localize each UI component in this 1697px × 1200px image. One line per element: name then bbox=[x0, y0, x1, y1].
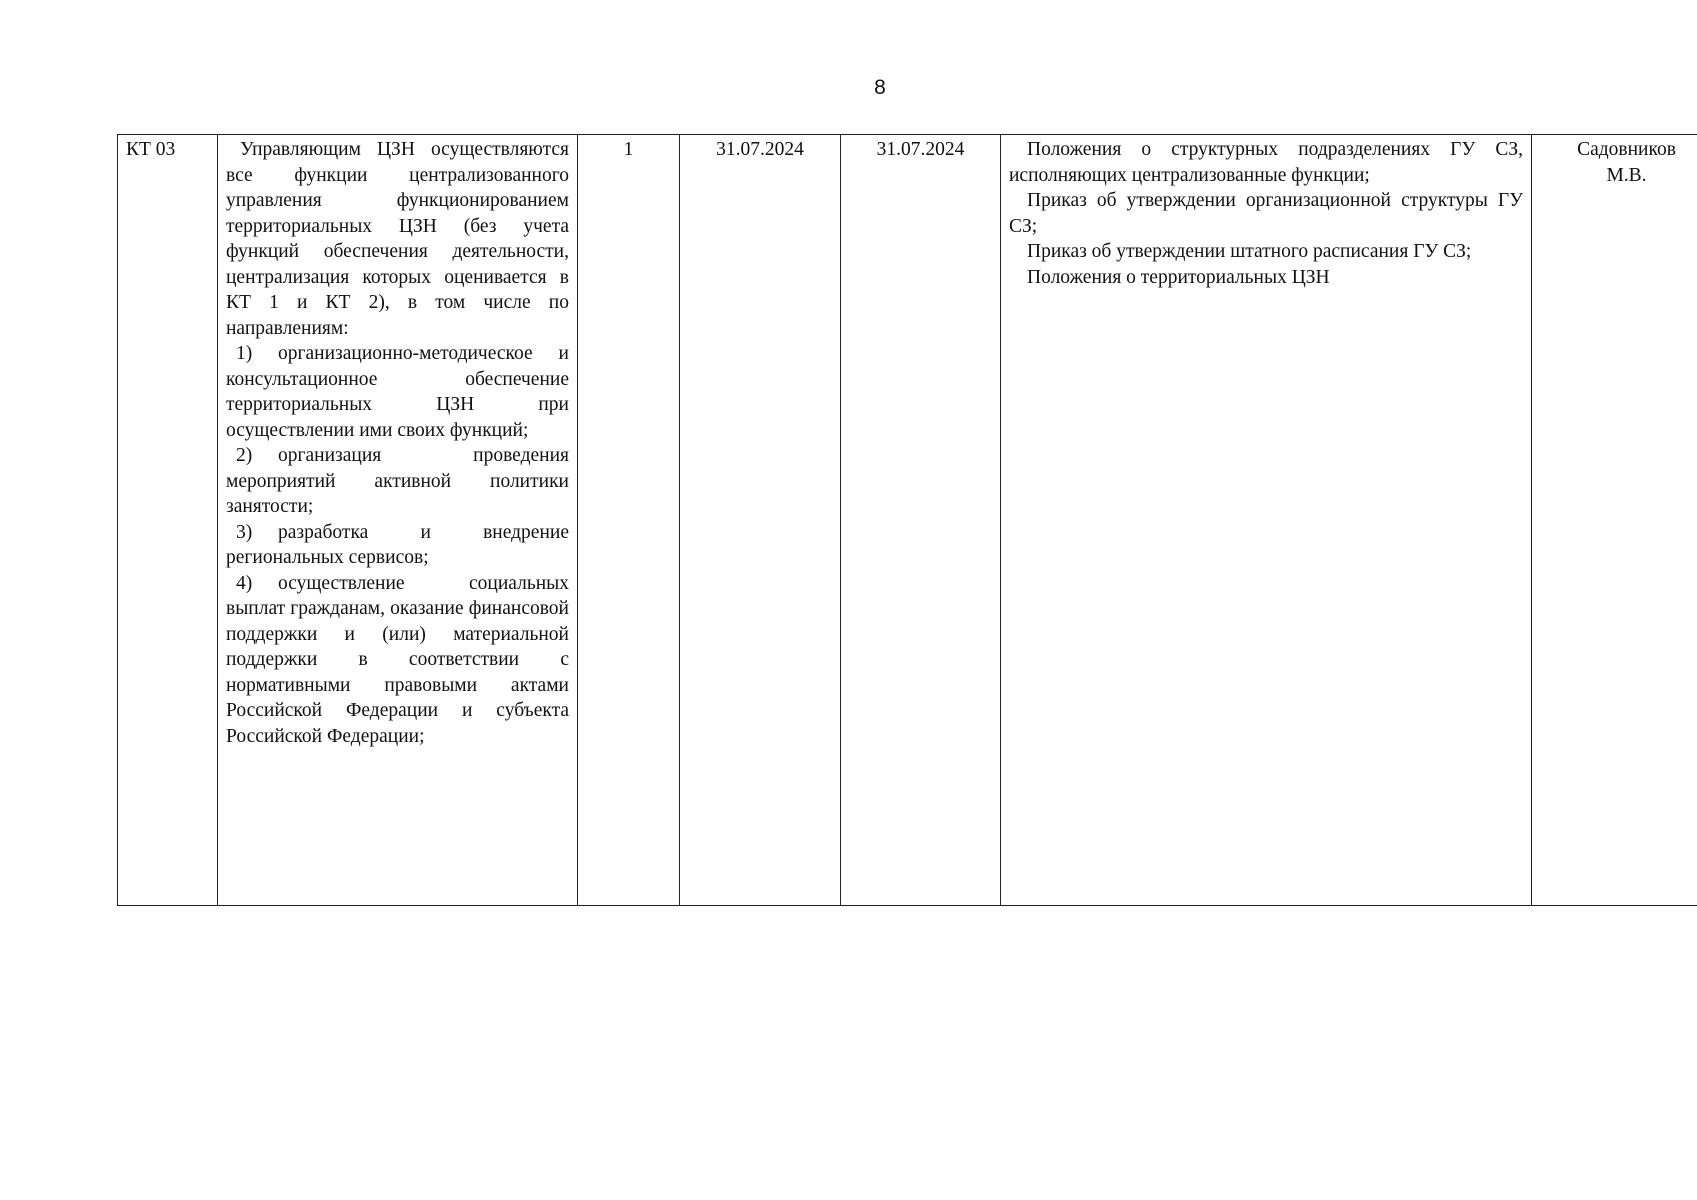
item-text: организация проведения мероприятий активной политики занятости; bbox=[226, 445, 569, 517]
item-number: 4) bbox=[236, 572, 253, 594]
item-number: 1) bbox=[236, 343, 253, 364]
responsible-surname: Садовников bbox=[1577, 139, 1676, 160]
description-item bbox=[226, 341, 569, 443]
responsible-initials: М.В. bbox=[1606, 164, 1647, 186]
description-item bbox=[226, 443, 569, 520]
start-date: 31.07.2024 bbox=[680, 135, 841, 906]
item-text: разработка и внедрение региональных сервисов; bbox=[226, 521, 569, 568]
page-number: 8 bbox=[874, 76, 886, 99]
item-text: организационно-методическое и консультационное обеспечение территориальных ЦЗН при осуществлении ими своих функций; bbox=[226, 343, 569, 441]
document-item: Положения о структурных подразделениях ГУ СЗ, исполняющих централизованные функции; bbox=[1009, 139, 1523, 186]
control-point-table bbox=[117, 134, 1697, 906]
responsible-person bbox=[1532, 135, 1697, 906]
supporting-documents bbox=[1001, 135, 1532, 906]
document-item: Приказ об утверждении организационной структуры ГУ СЗ; bbox=[1009, 190, 1523, 237]
document-item: Положения о территориальных ЦЗН bbox=[1027, 266, 1330, 288]
description-item bbox=[226, 520, 569, 571]
document-item: Приказ об утверждении штатного расписания ГУ СЗ; bbox=[1027, 241, 1472, 262]
control-point-code: КТ 03 bbox=[118, 135, 218, 906]
table-row bbox=[118, 135, 1697, 906]
control-point-description bbox=[218, 135, 578, 906]
description-intro: Управляющим ЦЗН осуществляются все функции централизованного управления функционированием территориальных ЦЗН (без учета функций обеспечения деятельности, централизация которых оценивается в КТ 1 и КТ 2), в том числе по направлениям: bbox=[226, 139, 569, 339]
item-number: 2) bbox=[236, 445, 253, 466]
end-date: 31.07.2024 bbox=[841, 135, 1001, 906]
control-point-value: 1 bbox=[578, 135, 680, 906]
item-number: 3) bbox=[236, 521, 253, 543]
description-item bbox=[226, 571, 569, 750]
item-text: осуществление социальных выплат гражданам, оказание финансовой поддержки и (или) материальной поддержки в соответствии с нормативными правовыми актами Российской Федерации и субъекта Российской Федерации; bbox=[226, 572, 569, 747]
